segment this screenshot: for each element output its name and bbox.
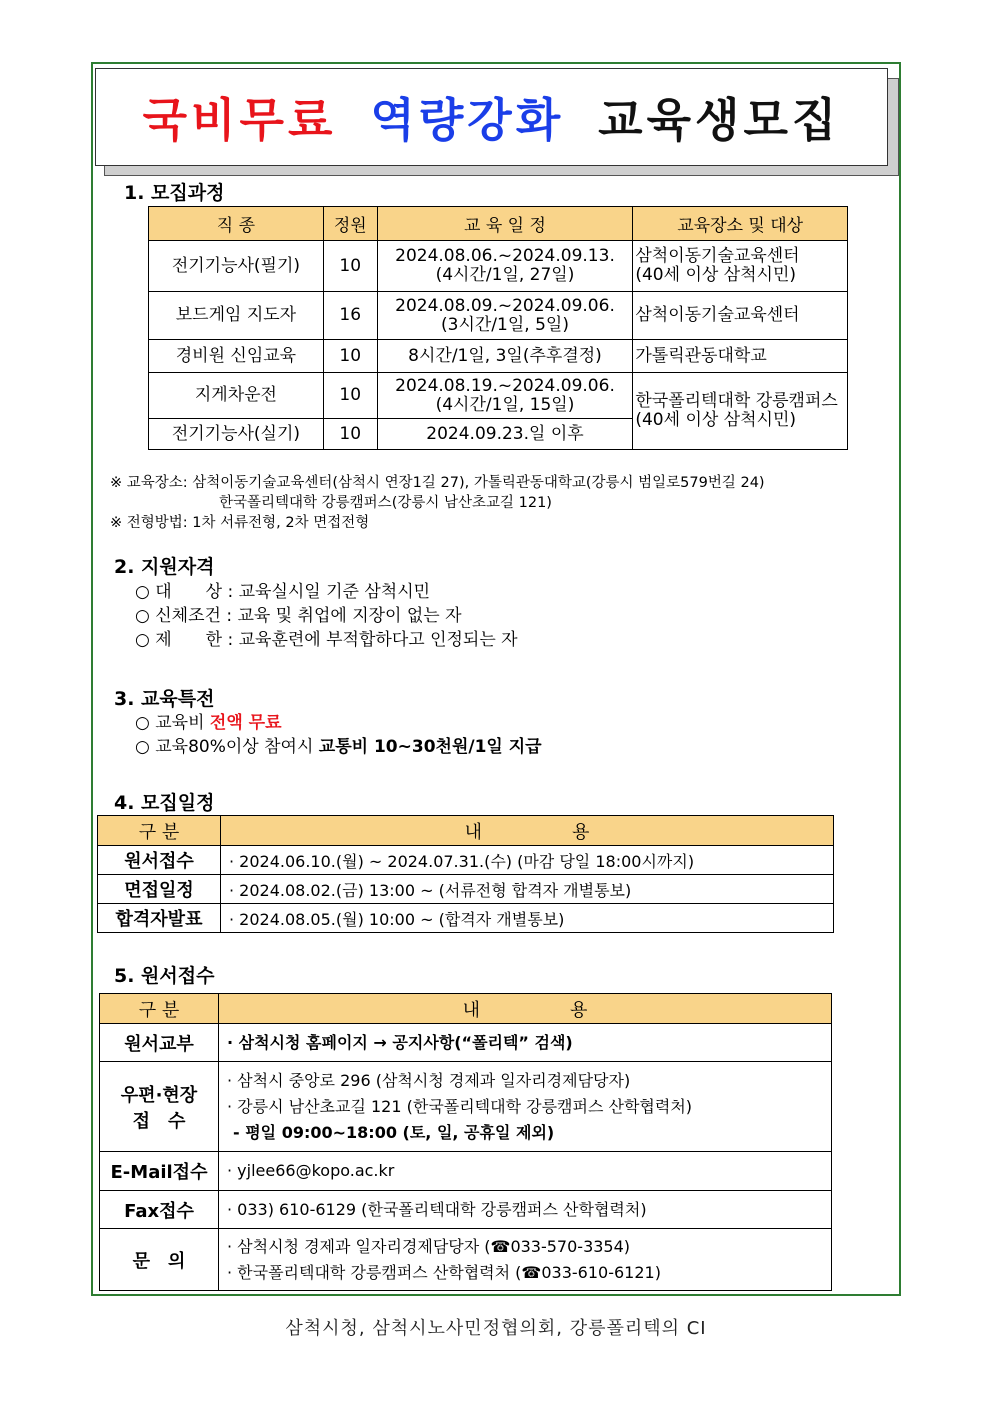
section1-heading: 1. 모집과정 xyxy=(124,182,225,204)
th-schedule: 교 육 일 정 xyxy=(377,207,633,241)
cell-label: 합격자발표 xyxy=(98,904,221,933)
benefit-tuition-label: ○ 교육비 xyxy=(135,713,210,733)
th-category: 구 분 xyxy=(98,816,221,846)
cell-label xyxy=(100,1062,219,1152)
cell-capacity: 10 xyxy=(323,419,377,450)
cell-content: · 2024.06.10.(월) ~ 2024.07.31.(수) (마감 당일 18:00시까지) xyxy=(221,846,834,875)
office-hours: - 평일 09:00~18:00 (토, 일, 공휴일 제외) xyxy=(233,1122,555,1142)
address-gangneung: · 강릉시 남산초교길 121 (한국폴리텍대학 강릉캠퍼스 산학협력처) xyxy=(227,1096,693,1116)
benefit-transport-label: ○ 교육80%이상 참여시 xyxy=(135,737,319,757)
title-recruit: 교육생모집 xyxy=(598,93,841,147)
cell-label: Fax접수 xyxy=(100,1191,219,1229)
cell-content: · 2024.08.05.(월) 10:00 ~ (합격자 개별통보) xyxy=(221,904,834,933)
course-table xyxy=(148,206,848,450)
table-row xyxy=(149,292,848,340)
title-banner xyxy=(95,68,888,166)
contact-samcheok: · 삼척시청 경제과 일자리경제담당자 (☎033-570-3354) xyxy=(227,1236,631,1256)
schedule-hours: (4시간/1일, 27일) xyxy=(435,265,575,285)
schedule-dates: 2024.08.09.~2024.09.06. xyxy=(395,295,615,316)
table-row xyxy=(98,875,834,904)
footer-ci: 삼척시청, 삼척시노사민정협의회, 강릉폴리텍의 CI xyxy=(285,1318,707,1339)
cell-capacity: 10 xyxy=(323,241,377,292)
th-place: 교육장소 및 대상 xyxy=(633,207,848,241)
schedule-dates: 2024.08.19.~2024.09.06. xyxy=(395,375,615,396)
cell-schedule xyxy=(377,373,633,419)
cell-label: E-Mail접수 xyxy=(100,1152,219,1191)
cell-content xyxy=(219,1062,832,1152)
cell-label: 문 의 xyxy=(100,1229,219,1291)
section4-heading: 4. 모집일정 xyxy=(114,792,215,814)
schedule-dates: 2024.08.06.~2024.09.13. xyxy=(395,246,615,266)
table-row xyxy=(98,904,834,933)
place-target: (40세 이상 삼척시민) xyxy=(635,265,797,285)
cell-place xyxy=(633,373,848,450)
contact-polytech: · 한국폴리텍대학 강릉캠퍼스 산학협력처 (☎033-610-6121) xyxy=(227,1262,661,1282)
table-row xyxy=(100,1229,832,1291)
benefit-free-highlight: 전액 무료 xyxy=(209,713,282,733)
cell-label: 원서접수 xyxy=(98,846,221,875)
course-table-header xyxy=(149,207,848,241)
place-target: (40세 이상 삼척시민) xyxy=(635,410,797,430)
benefit-transport-amount: 교통비 10~30천원/1일 지급 xyxy=(318,737,542,757)
qualification-physical: ○ 신체조건 : 교육 및 취업에 지장이 없는 자 xyxy=(135,606,462,626)
benefit-transport xyxy=(135,732,542,757)
application-table xyxy=(99,993,832,1291)
cell-place xyxy=(633,241,848,292)
application-table-header xyxy=(100,994,832,1024)
schedule-table xyxy=(97,815,834,933)
note-location-cont: 한국폴리텍대학 강릉캠퍼스(강릉시 남산초교길 121) xyxy=(219,495,552,511)
th-category: 구 분 xyxy=(100,994,219,1024)
table-row xyxy=(149,373,848,419)
th-content: 내 용 xyxy=(221,816,834,846)
place-name: 삼척이동기술교육센터 xyxy=(635,246,800,266)
table-row xyxy=(149,340,848,373)
cell-schedule: 8시간/1일, 3일(추후결정) xyxy=(377,340,633,373)
section5-heading: 5. 원서접수 xyxy=(114,965,215,987)
note-location: ※ 교육장소: 삼척이동기술교육센터(삼척시 연장1길 27), 가톨릭관동대학교(강릉시 범일로579번길 24) xyxy=(110,475,765,491)
schedule-hours: (3시간/1일, 5일) xyxy=(441,314,569,335)
cell-job: 경비원 신임교육 xyxy=(149,340,324,373)
note-selection: ※ 전형방법: 1차 서류전형, 2차 면접전형 xyxy=(110,515,370,531)
cell-content xyxy=(219,1229,832,1291)
cell-capacity: 16 xyxy=(323,292,377,340)
cell-label: 면접일정 xyxy=(98,875,221,904)
cell-job: 보드게임 지도자 xyxy=(149,292,324,340)
cell-place: 삼척이동기술교육센터 xyxy=(633,292,848,340)
qualification-restriction: ○ 제 한 : 교육훈련에 부적합하다고 인정되는 자 xyxy=(135,630,518,650)
cell-job: 전기기능사(실기) xyxy=(149,419,324,450)
email-link[interactable]: · yjlee66@kopo.ac.kr xyxy=(219,1152,832,1191)
title-capability: 역량강화 xyxy=(370,93,565,147)
table-row xyxy=(98,846,834,875)
th-capacity: 정원 xyxy=(323,207,377,241)
qualification-target: ○ 대 상 : 교육실시일 기준 삼척시민 xyxy=(135,582,431,602)
table-row xyxy=(149,241,848,292)
benefit-tuition xyxy=(135,708,282,733)
cell-job: 전기기능사(필기) xyxy=(149,241,324,292)
table-row xyxy=(100,1062,832,1152)
cell-schedule: 2024.09.23.일 이후 xyxy=(377,419,633,450)
cell-schedule xyxy=(377,292,633,340)
cell-capacity: 10 xyxy=(323,340,377,373)
label-line2: 접 수 xyxy=(132,1110,186,1132)
cell-content: · 삼척시청 홈페이지 → 공지사항(“폴리텍” 검색) xyxy=(219,1024,832,1062)
cell-place: 가톨릭관동대학교 xyxy=(633,340,848,373)
section2-heading: 2. 지원자격 xyxy=(114,556,215,578)
place-name: 한국폴리텍대학 강릉캠퍼스 xyxy=(635,391,838,411)
th-content: 내 용 xyxy=(219,994,832,1024)
cell-schedule xyxy=(377,241,633,292)
cell-content: · 2024.08.02.(금) 13:00 ~ (서류전형 합격자 개별통보) xyxy=(221,875,834,904)
title-free: 국비무료 xyxy=(142,93,337,147)
schedule-hours: (4시간/1일, 15일) xyxy=(435,394,575,415)
table-row xyxy=(100,1152,832,1191)
th-job: 직 종 xyxy=(149,207,324,241)
schedule-table-header xyxy=(98,816,834,846)
cell-capacity: 10 xyxy=(323,373,377,419)
table-row xyxy=(100,1191,832,1229)
cell-label: 원서교부 xyxy=(100,1024,219,1062)
section3-heading: 3. 교육특전 xyxy=(114,688,215,710)
address-samcheok: · 삼척시 중앙로 296 (삼척시청 경제과 일자리경제담당자) xyxy=(227,1070,631,1090)
table-row xyxy=(100,1024,832,1062)
cell-content: · 033) 610-6129 (한국폴리텍대학 강릉캠퍼스 산학협력처) xyxy=(219,1191,832,1229)
cell-job: 지게차운전 xyxy=(149,373,324,419)
label-line1: 우편·현장 xyxy=(120,1084,198,1106)
